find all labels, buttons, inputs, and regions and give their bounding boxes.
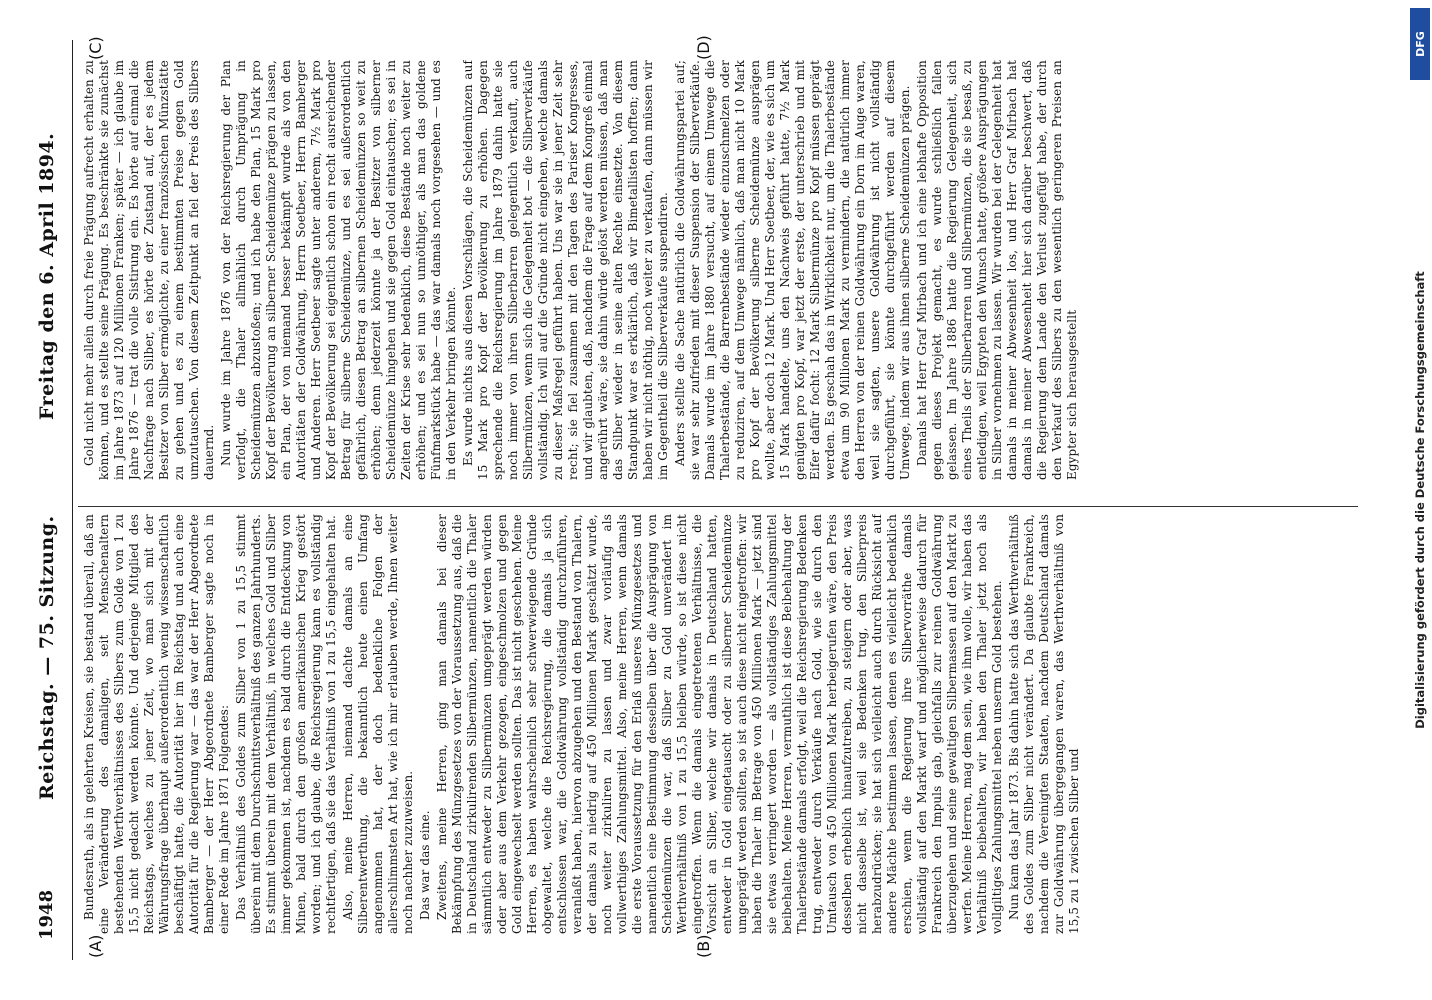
header-rule bbox=[72, 40, 73, 960]
right-text-column bbox=[82, 60, 1362, 480]
paragraph: Damals hat Herr Graf Mirbach und ich eine lebhafte Opposition gegen dieses Projekt gemacht, es wurde schließlich fallen gelassen. Im Jahre 1886 hatte die Regierung Gelegenheit, sich eines Theils der Silberbarren und Silbermünzen, die sie besaß, zu entledigen, weil Egypten den Wunsch hatte, größere Ausprägungen in Silber vornehmen zu lassen. Wir wurden bei der Gelegenheit hat damals in meiner Abwesenheit los, und Herr Graf Mirbach hat damals in meiner Abwesenheit hier sich darüber beschwert, daß die Regierung dem Lande den Verlust zugefügt habe, der durch den Verkauf des Silbers zu den wesentlich geringeren Preisen an Egypter sich herausgestellt bbox=[915, 60, 1079, 480]
column-divider bbox=[78, 506, 1358, 507]
paragraph: Das Verhältniß des Goldes zum Silber von 1 zu 15,5 stimmt überein mit dem Durchschnittsverhältniß des ganzen Jahrhunderts. Es stimmt überein mit dem Verhältniß, in welches Gold und Silber immer gekommen ist, nachdem es bald durch die Entdeckung von Minen, bald durch den großen amerikanischen Krieg gestört worden; und ich glaube, die Reichsregierung kann es vollständig rechtfertigen, daß sie das Verhältniß von 1 zu 15,5 eingehalten hat. bbox=[234, 514, 338, 934]
paragraph: Nun wurde im Jahre 1876 von der Reichsregierung der Plan verfolgt, die Thaler allmählich durch Umprägung in Scheidemünzen abzustoßen; und ich habe den Plan, 15 Mark pro Kopf der Bevölkerung an silberner Scheidemünze prägen zu lassen, ein Plan, der von niemand besser bekämpft wurde als von den Autoritäten der Goldwährung, Herrn Soetbeer, Herrn Bamberger und Anderen. Herr Soetbeer sagte unter anderem, 7½ Mark pro Kopf der Bevölkerung sei eigentlich schon ein recht ausreichender Betrag für silberne Scheidemünze, und es sei außerordentlich gefährlich, diesen Betrag an silbernen Scheidemünzen so weit zu erhöhen; denn jederzeit könnte ja der Besitzer von silberner Scheidemünze hingehen und sie gegen Gold eintauschen; es sei in Zeiten der Krise sehr bedenklich, diese Bestände noch weiter zu erhöhen; und es sei nun so unnöthiger, als man das goldene Fünfmarkstück habe — das war damals noch vorgesehen — und es in den Verkehr bringen könnte. bbox=[219, 60, 458, 480]
paragraph: Also, meine Herren, niemand dachte damals an eine Silberentwerthung, die bekanntlich heute einen Umfang angenommen hat, der doch bedenkliche Folgen der allerschlimmsten Art hat, wie ich mir erlauben werde, Ihnen weiter noch nachher zuzuweisen. bbox=[341, 514, 415, 934]
paragraph: Es wurde nichts aus diesen Vorschlägen, die Scheidemünzen auf 15 Mark pro Kopf der Bevölkerung zu erhöhen. Dagegen sprechende die Reichsregierung im Jahre 1879 dahin hatte sie noch immer von ihren Silberbarren gelegentlich verkauft, auch Silbermünzen, wenn sich die Gelegenheit bot — die Silberverkäufe vollständig. Ich will auf die Gründe nicht eingehen, welche damals zu dieser Maßregel geführt haben. Uns war sie in jener Zeit sehr recht; sie fiel zusammen mit den Tagen des Pariser Kongresses, und wir glaubten, daß, nachdem die Frage auf dem Kongreß einmal angerührt wäre, sie dahin würde gelöst werden müssen, daß man das Silber wieder in seine alten Rechte einsetzte. Von diesem Standpunkt war es erklärlich, daß wir Bimetallisten hofften; dann haben wir nicht nöthig, noch weiter zu verkaufen, dann müssen wir im Gegentheil die Silberverkäufe suspendiren. bbox=[461, 60, 670, 480]
margin-marker-b: (B) bbox=[694, 934, 713, 958]
margin-marker-c: (C) bbox=[86, 36, 105, 60]
session-date: Freitag den 6. April 1894. bbox=[36, 132, 58, 420]
margin-marker-a: (A) bbox=[86, 934, 105, 958]
paragraph: Gold nicht mehr allein durch freie Prägung aufrecht erhalten zu können, und es stellte seine Prägung. Es beschränkte sie zunächst im Jahre 1873 auf 120 Millionen Franken; später — ich glaube im Jahre 1876 — trat die volle Sistirung ein. Es hörte auf einmal die Nachfrage nach Silber, es hörte der Zustand auf, der es jedem Besitzer von Silber ermöglichte, zu einer französischen Münzstätte zu gehen und es zu einem bestimmten Preise gegen Gold umzutauschen. Von diesem Zeitpunkt an fiel der Preis des Silbers dauernd. bbox=[82, 60, 216, 480]
paragraph: Anders stellte die Sache natürlich die Goldwährungspartei auf; sie war sehr zufrieden mit dieser Suspension der Silberverkäufe. Damals wurde im Jahre 1880 versucht, auf einem Umwege die Thalerbestände, die Barrenbestände wieder einzuschmelzen oder zu reduziren, auf dem Umwege nämlich, daß man nicht 10 Mark pro Kopf der Bevölkerung silberne Scheidemünze ausprägen wollte, aber doch 12 Mark. Und Herr Soetbeer, der, wie es sich um 15 Mark handelte, uns den Nachweis geführt hatte, 7½ Mark genügten pro Kopf, war jetzt der erste, der unterschrieb und mit Eifer dafür focht: 12 Mark Silbermünze pro Kopf müssen geprägt werden. Es geschah das in Wirklichkeit nur, um die Thalerbestände etwa um 90 Millionen Mark zu vermindern, die natürlich immer den Herren von der reinen Goldwährung ein Dorn im Auge waren, weil sie sagten, unsere Goldwährung ist nicht vollständig durchgeführt, sie könnte durchgeführt werden auf diesem Umwege, indem wir aus ihnen silberne Scheidemünzen prägen. bbox=[673, 60, 912, 480]
dfg-logo: DFG bbox=[1410, 8, 1430, 80]
digitization-note: Digitalisierung gefördert durch die Deutsche Forschungsgemeinschaft bbox=[1413, 271, 1427, 729]
paragraph: Nun kam das Jahr 1873. Bis dahin hatte sich das Werthverhältniß des Goldes zum Silber nicht verändert. Da glaubte Frankreich, nachdem die Vereinigten Staaten, nachdem Deutschland damals zur Goldwährung übergegangen waren, das Werthverhältniß von 15,5 zu 1 zwischen Silber und bbox=[1007, 514, 1081, 934]
digitization-footer bbox=[1408, 0, 1432, 1000]
margin-marker-d: (D) bbox=[694, 35, 713, 60]
paragraph: Bundesrath, als in gelehrten Kreisen, sie bestand überall, daß an eine Veränderung des damaligen, seit Menschenaltern bestehenden Werthverhältnisses des Silbers zum Golde von 1 zu 15,5 nicht gedacht werden könnte. Und derjenige Mitglied des Reichstags, welches zu jener Zeit, wo man sich mit der Währungsfrage überhaupt außerordentlich wenig wissenschaftlich beschäftigt hatte, die Autorität hier im Reichstag und auch eine Autorität für die Regierung war — das war der Herr Abgeordnete Bamberger — der Herr Abgeordnete Bamberger sagte noch in einer Rede im Jahre 1871 Folgendes: bbox=[82, 514, 231, 934]
left-text-column bbox=[82, 514, 1362, 934]
session-title: Reichstag. — 75. Sitzung. bbox=[36, 515, 58, 800]
page-number: 1948 bbox=[36, 889, 57, 940]
paragraph: Das war das eine. bbox=[418, 810, 432, 920]
paragraph: Zweitens, meine Herren, ging man damals bei dieser Bekämpfung des Münzgesetzes von der Voraussetzung aus, daß die in Deutschland zirkulirenden Silbermünzen, namentlich die Thaler sämmtlich entweder zu Silbermünzen umgeprägt werden würden oder aber aus dem Verkehr gezogen, eingeschmolzen und gegen Gold eingewechselt werden sollten. Das ist nicht geschehen. Meine Herren, es haben wahrscheinlich sehr schwerwiegende Gründe obgewaltet, welche die Reichsregierung, die damals ja sich entschlossen war, die Goldwährung vollständig durchzuführen, veranlaßt haben, hiervon abzugehen und den Bestand von Thalern, der damals zu niedrig auf 450 Millionen Mark geschätzt wurde, noch weiter zirkuliren zu lassen und zwar vorläufig als vollwerthiges Zahlungsmittel. Also, meine Herren, wenn damals die erste Voraussetzung für den Erlaß unseres Münzgesetzes und namentlich eine Bestimmung desselben über die Ausprägung von Scheidemünzen die war, daß Silber zu Gold unverändert im Werthverhältniß von 1 zu 15,5 bleiben würde, so ist diese nicht eingetroffen. Wenn die damals eingetretenen Verhältnisse, die Vorsicht an Silber, welche wir damals in Deutschland hatten, entweder in Gold eingetauscht oder zu silberner Scheidemünze umgeprägt werden sollten, so ist auch diese nicht eingetroffen: wir haben die Thaler im Betrage von 450 Millionen Mark — jetzt sind sie etwas verringert worden — als vollständiges Zahlungsmittel beibehalten. Meine Herren, vermuthlich ist diese Beibehaltung der Thalerbestände damals erfolgt, weil die Reichsregierung Bedenken trug, entweder durch Verkäufe nach Gold, wie sie durch den Umtausch von 450 Millionen Mark herbeigerufen wäre, den Preis desselben erheblich hinaufzutreiben, zu steigern oder aber, was nicht dasselbe ist, weil sie Bedenken trug, den Silberpreis herabzudrücken; sie hat sich vielleicht auch durch Rücksicht auf andere Mächte bestimmen lassen, denen es vielleicht bedenklich erschien, wenn die Regierung ihre Silbervorräthe damals vollständig auf den Markt warf und möglicherweise dadurch für Frankreich den Impuls gab, gleichfalls zur reinen Goldwährung überzugehen und seine gewaltigen Silbermassen auf den Markt zu werfen. Meine Herren, mag dem sein, wie ihm wolle, wir haben das Verhältniß beibehalten, wir haben den Thaler jetzt noch als vollgiltiges Zahlungsmittel neben unserm Gold bestehen. bbox=[435, 514, 1004, 934]
